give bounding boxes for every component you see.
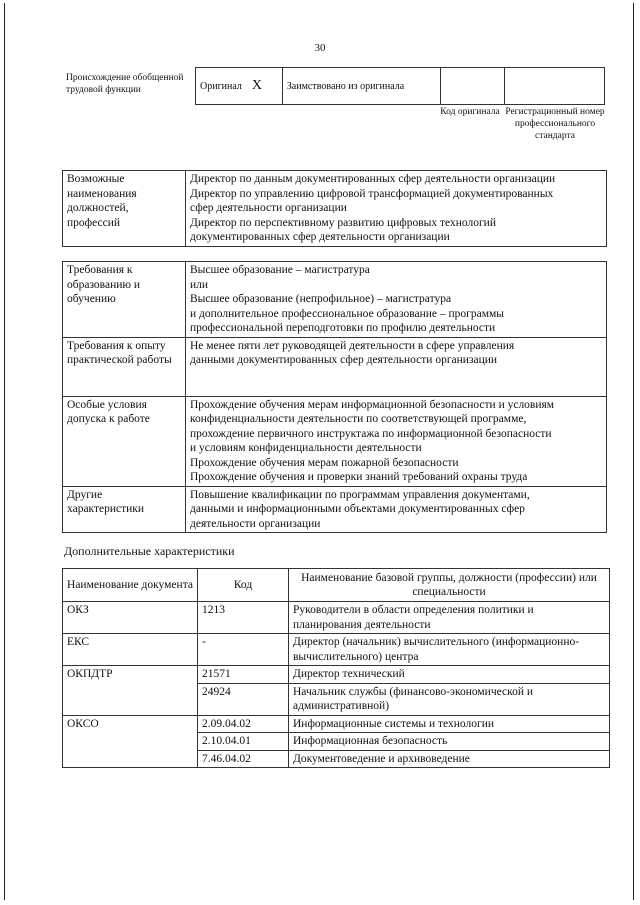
requirement-line: данными документированных сфер деятельности организации <box>190 354 498 366</box>
original-code-cell <box>440 68 504 105</box>
requirement-line: Не менее пяти лет руководящей деятельности в сфере управления <box>190 339 515 352</box>
row-doc <box>63 750 198 768</box>
table-row <box>63 715 610 733</box>
requirement-line: Повышение квалификации по программам управления документами, <box>190 488 530 501</box>
positions-label: Возможные наименования должностей, профессий <box>63 171 186 247</box>
original-cell <box>196 68 283 105</box>
row-code: 24924 <box>198 683 289 715</box>
requirement-line: прохождение первичного инструктажа по информационной безопасности <box>190 427 552 440</box>
requirement-line: данными и информационными объектами документированных сфер <box>190 503 525 515</box>
origin-label: Происхождение обобщенной трудовой функции <box>66 73 184 95</box>
requirement-line: конфиденциальности деятельности по соответствующей программе, <box>190 413 527 425</box>
header-code: Код <box>198 569 289 602</box>
row-code: 7.46.04.02 <box>198 750 289 768</box>
requirement-row-special-conditions <box>63 396 607 486</box>
row-name: Руководители в области определения политики и планирования деятельности <box>289 602 610 634</box>
requirement-line: или <box>190 278 209 291</box>
row-name: Информационные системы и технологии <box>289 715 610 733</box>
row-code: 1213 <box>198 602 289 634</box>
positions-table <box>62 170 607 247</box>
requirement-line: профессиональной переподготовки по профилю деятельности <box>190 322 496 334</box>
borrowed-cell <box>282 68 440 105</box>
requirement-line: деятельности организации <box>190 517 321 530</box>
row-doc: ЕКС <box>63 634 198 666</box>
requirement-value <box>186 262 607 338</box>
table-row <box>63 683 610 715</box>
positions-values <box>186 171 607 247</box>
requirement-label: Другие характеристики <box>63 486 186 533</box>
requirement-line: Высшее образование – магистратура <box>190 264 370 276</box>
row-code: 21571 <box>198 666 289 684</box>
requirement-row-experience <box>63 337 607 396</box>
position-line: Директор по перспективному развитию цифровых технологий <box>190 216 496 229</box>
position-line: Директор по данным документированных сфер деятельности организации <box>190 173 556 185</box>
row-name: Директор (начальник) вычислительного (информационно-вычислительного) центра <box>289 634 610 666</box>
requirement-value <box>186 486 607 533</box>
row-code: - <box>198 634 289 666</box>
header-document: Наименование документа <box>63 569 198 602</box>
position-line: Директор по управлению цифровой трансформацией документированных <box>190 187 554 200</box>
row-name: Директор технический <box>289 666 610 684</box>
requirement-label: Особые условия допуска к работе <box>63 396 186 486</box>
row-code: 2.10.04.01 <box>198 733 289 751</box>
borrowed-label: Заимствовано из оригинала <box>286 80 405 92</box>
additional-table <box>62 568 610 768</box>
row-doc: ОКПДТР <box>63 666 198 684</box>
row-code: 2.09.04.02 <box>198 715 289 733</box>
requirement-line: Прохождение обучения и проверки знаний требований охраны труда <box>190 471 528 483</box>
header-name: Наименование базовой группы, должности (профессии) или специальности <box>289 569 610 602</box>
position-line: документированных сфер деятельности организации <box>190 231 450 243</box>
registration-number-cell <box>505 68 605 105</box>
requirement-line: Прохождение обучения мерам информационной безопасности и условиям <box>190 398 555 411</box>
original-mark: X <box>251 78 263 93</box>
additional-header-row <box>63 569 610 602</box>
original-label: Оригинал <box>200 81 242 92</box>
row-doc: ОКЗ <box>63 602 198 634</box>
row-name: Информационная безопасность <box>289 733 610 751</box>
requirement-label: Требования к опыту практической работы <box>63 337 186 396</box>
table-row <box>63 634 610 666</box>
row-doc: ОКСО <box>63 715 198 733</box>
table-row <box>63 750 610 768</box>
requirement-line: и дополнительное профессиональное образование – программы <box>190 307 505 320</box>
row-name: Документоведение и архивоведение <box>289 750 610 768</box>
requirement-value <box>186 396 607 486</box>
table-row <box>63 733 610 751</box>
table-row <box>63 666 610 684</box>
additional-heading: Дополнительные характеристики <box>64 544 235 558</box>
table-row <box>63 602 610 634</box>
row-name: Начальник службы (финансово-экономической и административной) <box>289 683 610 715</box>
requirement-label: Требования к образованию и обучению <box>63 262 186 338</box>
row-doc <box>63 733 198 751</box>
caption-reg-number: Регистрационный номер профессионального стандарта <box>505 107 605 141</box>
row-doc <box>63 683 198 715</box>
origin-table <box>195 67 605 105</box>
caption-code: Код оригинала <box>440 107 500 117</box>
requirement-row-education <box>63 262 607 338</box>
position-line: сфер деятельности организации <box>190 202 347 214</box>
requirement-line: и условиям конфиденциальности деятельности <box>190 442 422 454</box>
page-number: 30 <box>314 42 326 54</box>
requirements-table <box>62 261 607 533</box>
requirement-row-other <box>63 486 607 533</box>
requirement-line: Прохождение обучения мерам пожарной безопасности <box>190 456 459 469</box>
requirement-value <box>186 337 607 396</box>
requirement-line: Высшее образование (непрофильное) – магистратура <box>190 293 452 305</box>
